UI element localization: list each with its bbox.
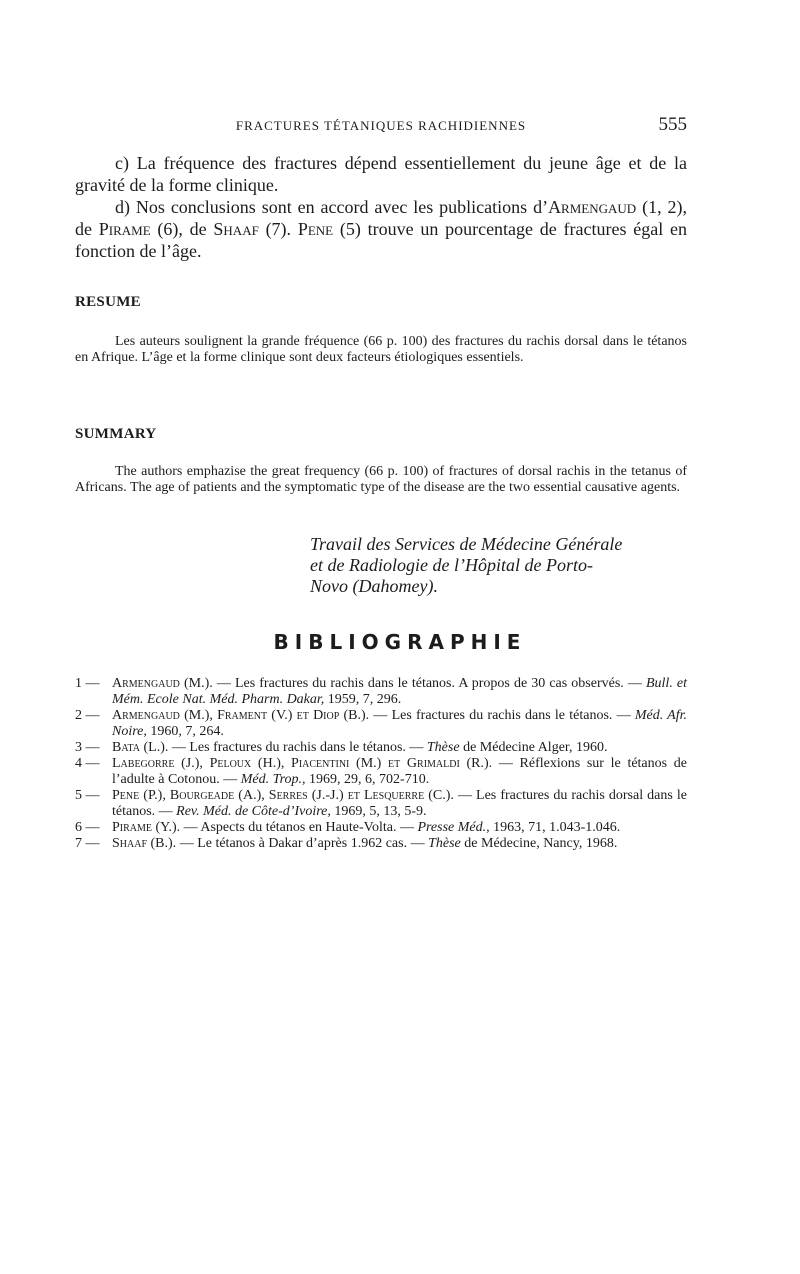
- entry-number: 5 —: [75, 788, 100, 803]
- entry-title: — Le tétanos à Dakar d’après 1.962 cas. —: [176, 836, 429, 851]
- summary-text: The authors emphazise the great frequency (66 p. 100) of fractures of dorsal rachis in the tetanus of Africans. The age of patients and the symptomatic type of the disease are the two essential causative agents.: [75, 464, 687, 495]
- conclusion-d-text: (1, 2), de: [75, 197, 687, 239]
- entry-authors: Pene (P.), Bourgeade (A.), Serres (J.-J.) et Lesquerre (C.).: [112, 788, 454, 803]
- entry-title: — Réflexions sur le tétanos de l’adulte à Cotonou. —: [112, 756, 687, 787]
- affiliation: [310, 534, 690, 597]
- affiliation-line: et de Radiologie de l’Hôpital de Porto-: [310, 555, 593, 575]
- author-ref-pene: Pene: [297, 219, 334, 239]
- entry-number: 6 —: [75, 820, 100, 835]
- resume-text: Les auteurs soulignent la grande fréquence (66 p. 100) des fractures du rachis dorsal dans le tétanos en Afrique. L’âge et la forme clinique sont deux facteurs étiologiques essentiels.: [75, 334, 687, 365]
- bibliography-entry: [75, 676, 687, 708]
- entry-authors: Labegorre (J.), Peloux (H.), Piacentini (M.) et Grimaldi (R.).: [112, 756, 493, 771]
- entry-journal: Méd. Trop.,: [240, 772, 306, 787]
- author-ref-armengaud: Armengaud: [548, 197, 637, 217]
- entry-title: — Les fractures du rachis dorsal dans le tétanos. —: [112, 788, 687, 819]
- conclusion-d-text: (7).: [258, 219, 298, 239]
- author-ref-shaaf: Shaaf: [213, 219, 259, 239]
- entry-number: 7 —: [75, 836, 100, 851]
- running-title: FRACTURES TÉTANIQUES RACHIDIENNES: [235, 118, 527, 133]
- conclusion-d: [75, 196, 687, 262]
- entry-details: 1969, 29, 6, 702-710.: [305, 772, 430, 787]
- summary-heading: SUMMARY: [75, 426, 157, 442]
- resume-heading: RESUME: [75, 294, 141, 310]
- entry-details: 1969, 5, 13, 5-9.: [330, 804, 427, 819]
- bibliography-heading: BIBLIOGRAPHIE: [273, 630, 527, 654]
- bibliography-entry: [75, 820, 687, 836]
- entry-authors: Pirame (Y.).: [112, 820, 181, 835]
- entry-authors: Bata (L.).: [112, 740, 169, 755]
- entry-journal: Bull. et Mém. Ecole Nat. Méd. Pharm. Dakar,: [112, 676, 688, 707]
- entry-details: 1960, 7, 264.: [146, 724, 224, 739]
- entry-number: 4 —: [75, 756, 100, 771]
- page-number: 555: [658, 114, 687, 135]
- entry-details: 1963, 71, 1.043-1.046.: [489, 820, 621, 835]
- entry-authors: Armengaud (M.).: [112, 676, 213, 691]
- bibliography-entry: [75, 740, 687, 756]
- entry-title: — Les fractures du rachis dans le tétanos. —: [168, 740, 427, 755]
- entry-number: 3 —: [75, 740, 100, 755]
- entry-journal: Presse Méd.,: [417, 820, 490, 835]
- entry-journal: Thèse: [426, 740, 460, 755]
- author-ref-pirame: Pirame: [98, 219, 151, 239]
- entry-journal: Thèse: [428, 836, 461, 851]
- conclusion-d-text: (5) trouve un pourcentage de fractures égal en fonction de l’âge.: [75, 219, 687, 261]
- affiliation-line: Travail des Services de Médecine Générale: [310, 534, 623, 554]
- bibliography-entry: [75, 708, 687, 740]
- bibliography-entry: [75, 788, 687, 820]
- entry-title: — Les fractures du rachis dans le tétanos. A propos de 30 cas observés. —: [212, 676, 646, 691]
- entry-authors: Armengaud (M.), Frament (V.) et Diop (B.).: [112, 708, 370, 723]
- entry-number: 1 —: [75, 676, 100, 691]
- bibliography-entry: [75, 836, 687, 852]
- bibliography-entry: [75, 756, 687, 788]
- entry-journal: Rev. Méd. de Côte-d’Ivoire,: [176, 804, 331, 819]
- entry-details: de Médecine, Nancy, 1968.: [460, 836, 618, 851]
- affiliation-line: Novo (Dahomey).: [310, 576, 438, 596]
- conclusion-c: c) La fréquence des fractures dépend essentiellement du jeune âge et de la gravité de la forme clinique.: [75, 153, 687, 195]
- entry-title: — Les fractures du rachis dans le tétanos. —: [369, 708, 635, 723]
- entry-number: 2 —: [75, 708, 100, 723]
- entry-journal: Méd. Afr. Noire,: [112, 708, 688, 739]
- bibliography-list: [75, 676, 687, 852]
- entry-details: 1959, 7, 296.: [324, 692, 402, 707]
- entry-authors: Shaaf (B.).: [112, 836, 177, 851]
- conclusion-d-text: d) Nos conclusions sont en accord avec les publications d’: [115, 197, 549, 217]
- conclusion-d-text: (6), de: [150, 219, 214, 239]
- running-head: [75, 114, 687, 138]
- entry-details: de Médecine Alger, 1960.: [459, 740, 608, 755]
- entry-title: — Aspects du tétanos en Haute-Volta. —: [180, 820, 418, 835]
